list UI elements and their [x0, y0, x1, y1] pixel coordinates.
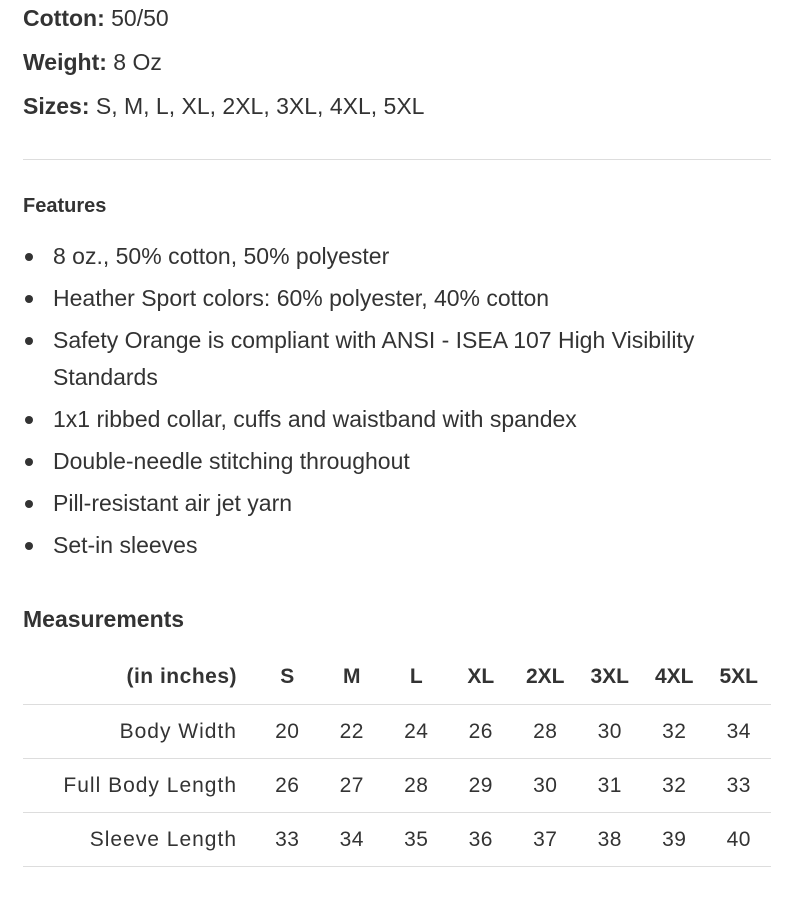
table-cell: 20 — [255, 705, 320, 759]
unit-label: (in inches) — [126, 665, 237, 688]
feature-text: 8 oz., 50% cotton, 50% polyester — [53, 243, 390, 269]
size-header: 3XL — [590, 665, 629, 688]
table-cell: 40 — [707, 813, 772, 867]
feature-item — [23, 527, 763, 564]
table-cell: 34 — [320, 813, 385, 867]
feature-item — [23, 401, 763, 438]
bullet-icon — [25, 458, 33, 466]
spec-value: S, M, L, XL, 2XL, 3XL, 4XL, 5XL — [95, 93, 425, 119]
spec-value: 50/50 — [111, 5, 169, 31]
measurements-table — [23, 650, 771, 867]
feature-text: Double-needle stitching throughout — [53, 448, 410, 474]
table-cell: 34 — [707, 705, 772, 759]
table-cell: 33 — [255, 813, 320, 867]
bullet-icon — [25, 253, 33, 261]
table-cell: 33 — [707, 759, 772, 813]
table-cell: 30 — [513, 759, 578, 813]
size-header: S — [280, 665, 295, 688]
table-header-row — [23, 650, 771, 705]
spec-value: 8 Oz — [113, 49, 162, 75]
table-cell: 22 — [320, 705, 385, 759]
spec-summary — [23, 0, 424, 132]
bullet-icon — [25, 337, 33, 345]
table-cell: 32 — [642, 759, 707, 813]
table-cell: 31 — [578, 759, 643, 813]
section-divider — [23, 159, 771, 160]
features-heading: Features — [23, 195, 107, 217]
table-cell: 26 — [449, 705, 514, 759]
feature-text: 1x1 ribbed collar, cuffs and waistband with spandex — [53, 406, 577, 432]
feature-text: Heather Sport colors: 60% polyester, 40% cotton — [53, 285, 550, 311]
table-cell: 38 — [578, 813, 643, 867]
feature-item — [23, 322, 763, 396]
size-header: 5XL — [719, 665, 758, 688]
table-cell: 27 — [320, 759, 385, 813]
bullet-icon — [25, 500, 33, 508]
table-cell: 28 — [513, 705, 578, 759]
spec-key: Sizes: — [23, 93, 90, 119]
features-list — [23, 238, 763, 569]
spec-cotton — [23, 0, 424, 44]
size-header: M — [343, 665, 361, 688]
row-label: Full Body Length — [23, 759, 255, 813]
table-cell: 26 — [255, 759, 320, 813]
feature-item — [23, 238, 763, 275]
spec-key: Cotton: — [23, 5, 105, 31]
measurements-heading: Measurements — [23, 606, 185, 632]
bullet-icon — [25, 542, 33, 550]
table-cell: 39 — [642, 813, 707, 867]
size-header: XL — [467, 665, 495, 688]
size-header: 4XL — [654, 665, 694, 688]
table-cell: 37 — [513, 813, 578, 867]
row-label: Body Width — [23, 705, 255, 759]
feature-item — [23, 485, 763, 522]
feature-text: Set-in sleeves — [53, 532, 198, 558]
table-cell: 35 — [384, 813, 449, 867]
spec-weight — [23, 44, 424, 88]
table-row — [23, 813, 771, 867]
table-cell: 36 — [449, 813, 514, 867]
table-cell: 32 — [642, 705, 707, 759]
feature-item — [23, 280, 763, 317]
table-row — [23, 759, 771, 813]
table-row — [23, 705, 771, 759]
size-header: L — [409, 665, 423, 688]
bullet-icon — [25, 295, 33, 303]
table-cell: 29 — [449, 759, 514, 813]
table-cell: 30 — [578, 705, 643, 759]
feature-text: Pill-resistant air jet yarn — [53, 490, 293, 516]
table-cell: 24 — [384, 705, 449, 759]
table-cell: 28 — [384, 759, 449, 813]
feature-text: Safety Orange is compliant with ANSI - ISEA 107 High Visibility Standards — [53, 327, 695, 390]
bullet-icon — [25, 416, 33, 424]
spec-sizes — [23, 88, 424, 132]
spec-key: Weight: — [23, 49, 107, 75]
feature-item — [23, 443, 763, 480]
size-header: 2XL — [525, 665, 565, 688]
row-label: Sleeve Length — [23, 813, 255, 867]
